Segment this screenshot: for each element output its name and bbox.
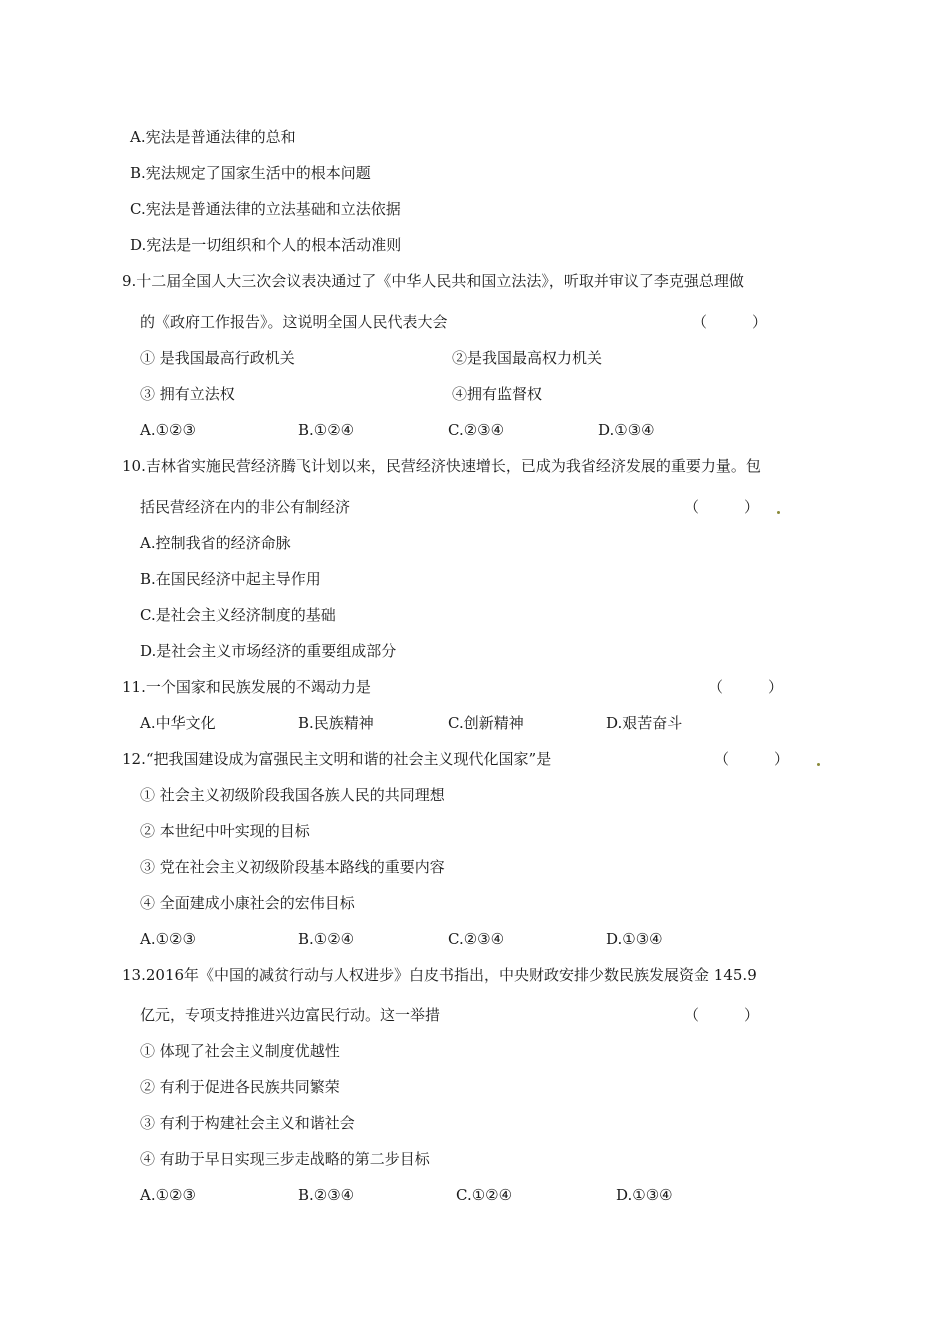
q12-item-1: ① 社会主义初级阶段我国各族人民的共同理想 [140, 786, 445, 804]
q9-choice-b: B.①②④ [298, 421, 355, 439]
q12-answer-paren: （ ） [714, 750, 790, 768]
q10-answer-paren: （ ） [684, 498, 760, 516]
q13-item-2: ② 有利于促进各民族共同繁荣 [140, 1078, 340, 1096]
q9-item-1: ① 是我国最高行政机关 [140, 349, 295, 367]
q9-item-2: ②是我国最高权力机关 [452, 349, 603, 367]
q13-choice-a: A.①②③ [140, 1186, 196, 1204]
q11-answer-paren: （ ） [708, 678, 784, 696]
q9-item-3: ③ 拥有立法权 [140, 385, 235, 403]
q10-option-b: B.在国民经济中起主导作用 [140, 570, 321, 588]
q12-choice-a: A.①②③ [140, 930, 196, 948]
q8-option-d: D.宪法是一切组织和个人的根本活动准则 [130, 236, 402, 254]
q13-item-1: ① 体现了社会主义制度优越性 [140, 1042, 340, 1060]
q12-choice-b: B.①②④ [298, 930, 355, 948]
q9-choice-d: D.①③④ [598, 421, 655, 439]
q12-stem: 12.“把我国建设成为富强民主文明和谐的社会主义现代化国家”是 [122, 750, 552, 768]
q13-stem-line1: 13.2016年《中国的减贫行动与人权进步》白皮书指出，中央财政安排少数民族发展资金 145.9 [122, 966, 757, 984]
q9-stem-line1: 9.十二届全国人大三次会议表决通过了《中华人民共和国立法法》，听取并审议了李克强总理做 [122, 272, 744, 290]
q10-option-a: A.控制我省的经济命脉 [140, 534, 291, 552]
q10-option-d: D.是社会主义市场经济的重要组成部分 [140, 642, 397, 660]
q10-stem-line2: 括民营经济在内的非公有制经济 [140, 498, 351, 516]
q13-choice-b: B.②③④ [298, 1186, 355, 1204]
q10-stem-line1: 10.吉林省实施民营经济腾飞计划以来，民营经济快速增长，已成为我省经济发展的重要力量。包 [122, 457, 761, 475]
q12-item-3: ③ 党在社会主义初级阶段基本路线的重要内容 [140, 858, 445, 876]
q12-choice-c: C.②③④ [448, 930, 505, 948]
q9-stem-line2: 的《政府工作报告》。这说明全国人民代表大会 [140, 313, 448, 331]
q11-choice-b: B.民族精神 [298, 714, 374, 732]
q13-stem-line2: 亿元，专项支持推进兴边富民行动。这一举措 [140, 1006, 441, 1024]
q12-item-4: ④ 全面建成小康社会的宏伟目标 [140, 894, 355, 912]
q10-option-c: C.是社会主义经济制度的基础 [140, 606, 336, 624]
q12-choice-d: D.①③④ [606, 930, 663, 948]
q8-option-b: B.宪法规定了国家生活中的根本问题 [130, 164, 371, 182]
q11-stem: 11.一个国家和民族发展的不竭动力是 [122, 678, 371, 696]
q13-item-4: ④ 有助于早日实现三步走战略的第二步目标 [140, 1150, 430, 1168]
q13-item-3: ③ 有利于构建社会主义和谐社会 [140, 1114, 355, 1132]
speck-mark [777, 511, 780, 514]
q9-answer-paren: （ ） [692, 313, 768, 331]
q13-choice-d: D.①③④ [616, 1186, 673, 1204]
q11-choice-c: C.创新精神 [448, 714, 524, 732]
q13-answer-paren: （ ） [684, 1006, 760, 1024]
q12-item-2: ② 本世纪中叶实现的目标 [140, 822, 310, 840]
q9-choice-c: C.②③④ [448, 421, 505, 439]
q9-item-4: ④拥有监督权 [452, 385, 543, 403]
q8-option-c: C.宪法是普通法律的立法基础和立法依据 [130, 200, 401, 218]
q11-choice-d: D.艰苦奋斗 [606, 714, 683, 732]
q11-choice-a: A.中华文化 [140, 714, 216, 732]
q13-choice-c: C.①②④ [456, 1186, 513, 1204]
q8-option-a: A.宪法是普通法律的总和 [130, 128, 296, 146]
speck-mark [817, 763, 820, 766]
q9-choice-a: A.①②③ [140, 421, 196, 439]
